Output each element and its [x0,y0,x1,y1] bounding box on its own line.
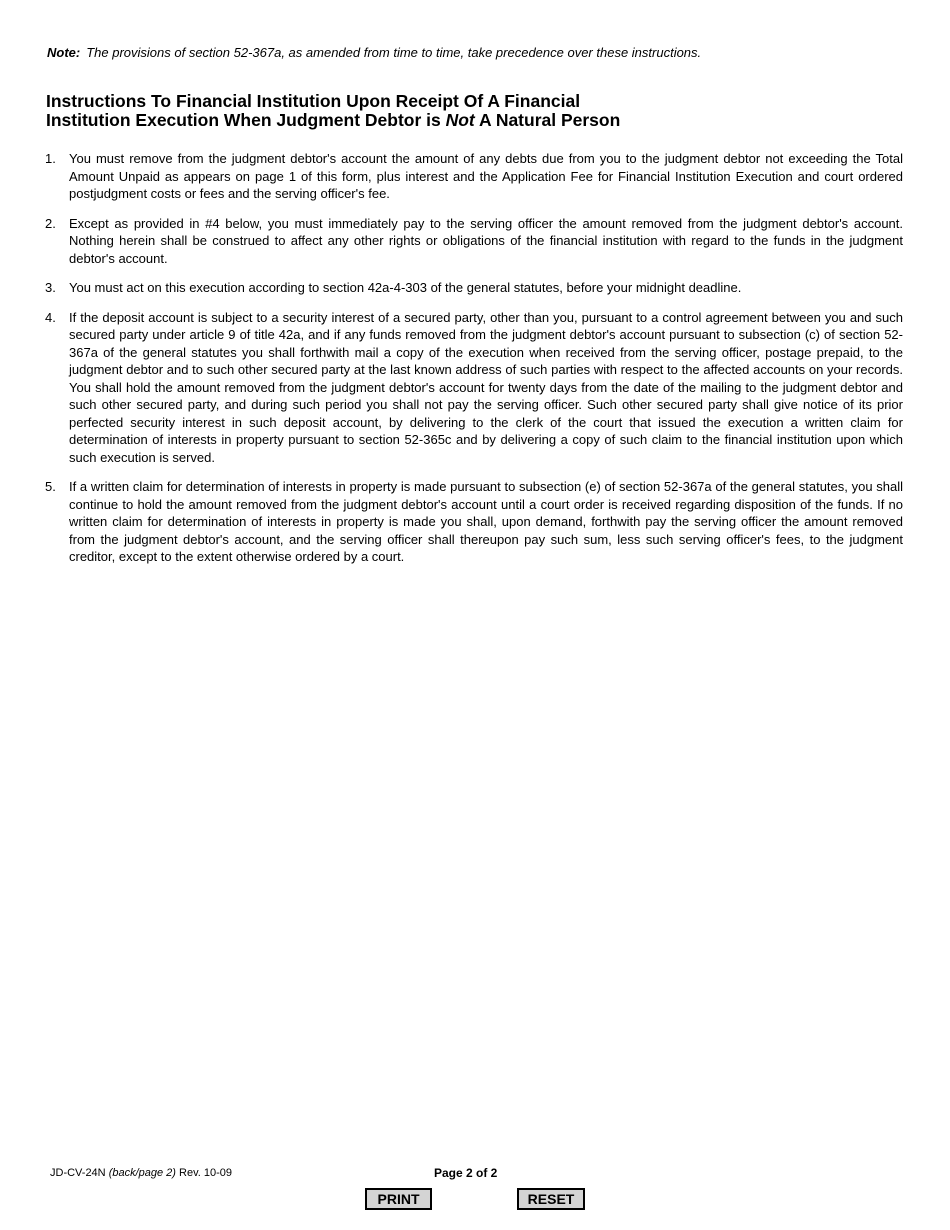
title-line-1: Instructions To Financial Institution Upon Receipt Of A Financial [46,91,581,111]
form-id: JD-CV-24N [50,1167,106,1179]
list-item [45,150,903,203]
page-number: Page 2 of 2 [434,1166,498,1180]
item-text: Except as provided in #4 below, you must immediately pay to the serving officer the amount removed from the judgment debtor's account. Nothing herein shall be construed to affect any other rights or obligations of the financial institution with regard to the funds in the judgment debtor's account. [69,215,903,266]
page-title [46,92,906,130]
note-label: Note: [47,45,81,60]
item-number: 1. [45,151,56,166]
form-revision: Rev. 10-09 [179,1167,233,1179]
reset-button[interactable]: RESET [517,1188,585,1210]
list-item [45,309,903,467]
form-identifier [50,1166,232,1180]
title-emphasis: Not [445,110,475,130]
item-text: You must remove from the judgment debtor's account the amount of any debts due from you to the judgment debtor not exceeding the Total Amount Unpaid as appears on page 1 of this form, plus interest and the Application Fee for Financial Institution Execution and court ordered postjudgment costs or fees and the serving officer's fee. [69,151,903,201]
item-number: 3. [45,280,56,295]
item-number: 2. [45,215,56,231]
list-item [45,215,903,268]
list-item [45,478,903,566]
title-line-2 [46,111,906,130]
item-number: 5. [45,479,56,494]
print-button[interactable]: PRINT [365,1188,432,1210]
item-number: 4. [45,309,56,325]
form-sub: (back/page 2) [108,1167,176,1179]
note-text: The provisions of section 52-367a, as amended from time to time, take precedence over these instructions. [86,45,702,60]
note [47,45,907,61]
item-text: If a written claim for determination of interests in property is made pursuant to subsection (e) of section 52-367a of the general statutes, you shall continue to hold the amount removed from the judgment debtor's account until a court order is received regarding disposition of the funds. If no written claim for determination of interests in property is made you shall, upon demand, forthwith pay the serving officer the amount removed from the judgment debtor's account, and the serving officer shall thereupon pay such sum, less such serving officer's fees, to the judgment creditor, except to the extent otherwise ordered by a court. [69,479,903,564]
title-line-2-prefix: Institution Execution When Judgment Debtor is [46,110,446,130]
item-text: You must act on this execution according to section 42a-4-303 of the general statutes, before your midnight deadline. [69,280,742,295]
instruction-list [45,150,903,578]
item-text: If the deposit account is subject to a security interest of a secured party, other than you, pursuant to a control agreement between you and such secured party under article 9 of title 42a, and if any funds removed from the judgment debtor's account pursuant to subsection (c) of section 52-367a of the general statutes you shall forthwith mail a copy of the execution when received from the serving officer, postage prepaid, to the judgment debtor and to such other secured party at the last known address of such parties with respect to the affected accounts on your records. You shall hold the amount removed from the judgment debtor's account for twenty days from the date of the mailing to the judgment debtor and such other secured party, and during such period you shall not pay the serving officer. Such other secured party shall give notice of its prior perfected security interest in such deposit account, by delivering to the clerk of the court that issued the execution a written claim for determination of interests in property pursuant to section 52-365c and by delivering a copy of such claim to the financial institution upon which such execution is served. [69,309,903,465]
list-item [45,279,903,297]
title-line-2-suffix: A Natural Person [474,110,621,130]
